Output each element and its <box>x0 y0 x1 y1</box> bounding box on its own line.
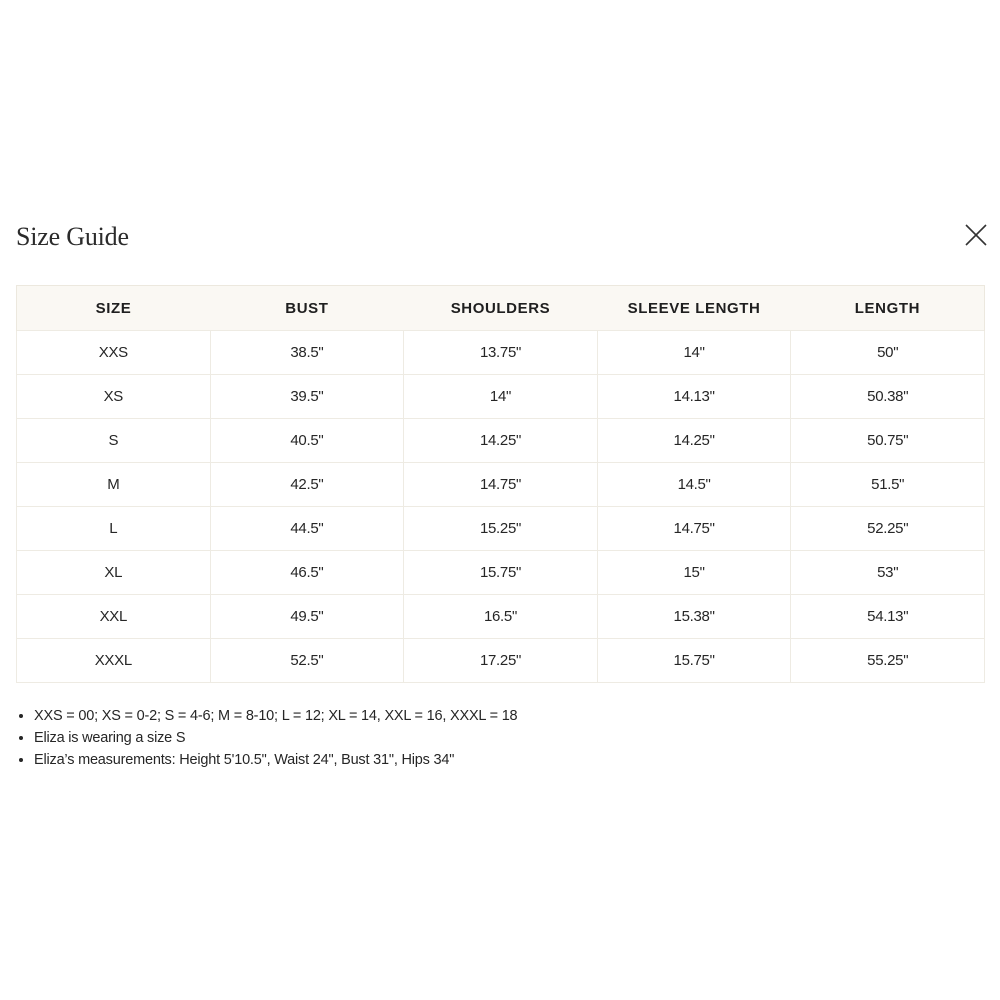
table-row <box>17 551 985 595</box>
column-header-length: LENGTH <box>791 286 985 331</box>
table-cell-shoulders: 15.75" <box>404 551 598 595</box>
table-row <box>17 331 985 375</box>
table-row <box>17 463 985 507</box>
table-row <box>17 507 985 551</box>
table-cell-shoulders: 14.75" <box>404 463 598 507</box>
column-header-size: SIZE <box>17 286 211 331</box>
table-cell-shoulders: 15.25" <box>404 507 598 551</box>
table-cell-shoulders: 13.75" <box>404 331 598 375</box>
table-row <box>17 595 985 639</box>
table-row <box>17 419 985 463</box>
table-cell-bust: 39.5" <box>210 375 404 419</box>
table-cell-size: M <box>17 463 211 507</box>
size-table <box>16 285 985 683</box>
table-cell-sleeve-length: 14" <box>597 331 791 375</box>
close-button[interactable] <box>963 222 989 248</box>
table-cell-sleeve-length: 15" <box>597 551 791 595</box>
table-cell-size: XXL <box>17 595 211 639</box>
table-cell-bust: 46.5" <box>210 551 404 595</box>
table-cell-length: 50.38" <box>791 375 985 419</box>
table-cell-shoulders: 17.25" <box>404 639 598 683</box>
table-cell-length: 53" <box>791 551 985 595</box>
table-cell-size: XXXL <box>17 639 211 683</box>
table-cell-sleeve-length: 15.75" <box>597 639 791 683</box>
table-cell-length: 50" <box>791 331 985 375</box>
column-header-shoulders: SHOULDERS <box>404 286 598 331</box>
table-cell-length: 50.75" <box>791 419 985 463</box>
table-cell-shoulders: 16.5" <box>404 595 598 639</box>
size-notes-list <box>16 705 517 771</box>
column-header-sleeve-length: SLEEVE LENGTH <box>597 286 791 331</box>
table-cell-size: XS <box>17 375 211 419</box>
close-icon <box>963 222 989 248</box>
table-cell-sleeve-length: 15.38" <box>597 595 791 639</box>
table-cell-bust: 42.5" <box>210 463 404 507</box>
table-cell-length: 52.25" <box>791 507 985 551</box>
table-cell-shoulders: 14.25" <box>404 419 598 463</box>
table-cell-sleeve-length: 14.75" <box>597 507 791 551</box>
table-cell-shoulders: 14" <box>404 375 598 419</box>
table-cell-length: 54.13" <box>791 595 985 639</box>
table-cell-length: 55.25" <box>791 639 985 683</box>
column-header-bust: BUST <box>210 286 404 331</box>
table-cell-sleeve-length: 14.25" <box>597 419 791 463</box>
table-cell-bust: 38.5" <box>210 331 404 375</box>
table-cell-bust: 44.5" <box>210 507 404 551</box>
model-measurements-note: • Eliza’s measurements: Height 5'10.5", Waist 24", Bust 31", Hips 34" <box>34 749 517 771</box>
table-cell-bust: 52.5" <box>210 639 404 683</box>
table-cell-size: S <box>17 419 211 463</box>
table-cell-size: L <box>17 507 211 551</box>
table-cell-size: XXS <box>17 331 211 375</box>
model-size-note: • Eliza is wearing a size S <box>34 727 517 749</box>
table-cell-size: XL <box>17 551 211 595</box>
table-cell-length: 51.5" <box>791 463 985 507</box>
table-cell-sleeve-length: 14.5" <box>597 463 791 507</box>
table-cell-bust: 40.5" <box>210 419 404 463</box>
size-conversion-note: • XXS = 00; XS = 0-2; S = 4-6; M = 8-10; L = 12; XL = 14, XXL = 16, XXXL = 18 <box>34 705 517 727</box>
page-title: Size Guide <box>16 222 129 251</box>
table-cell-sleeve-length: 14.13" <box>597 375 791 419</box>
table-header-row <box>17 286 985 331</box>
table-row <box>17 375 985 419</box>
table-row <box>17 639 985 683</box>
table-cell-bust: 49.5" <box>210 595 404 639</box>
